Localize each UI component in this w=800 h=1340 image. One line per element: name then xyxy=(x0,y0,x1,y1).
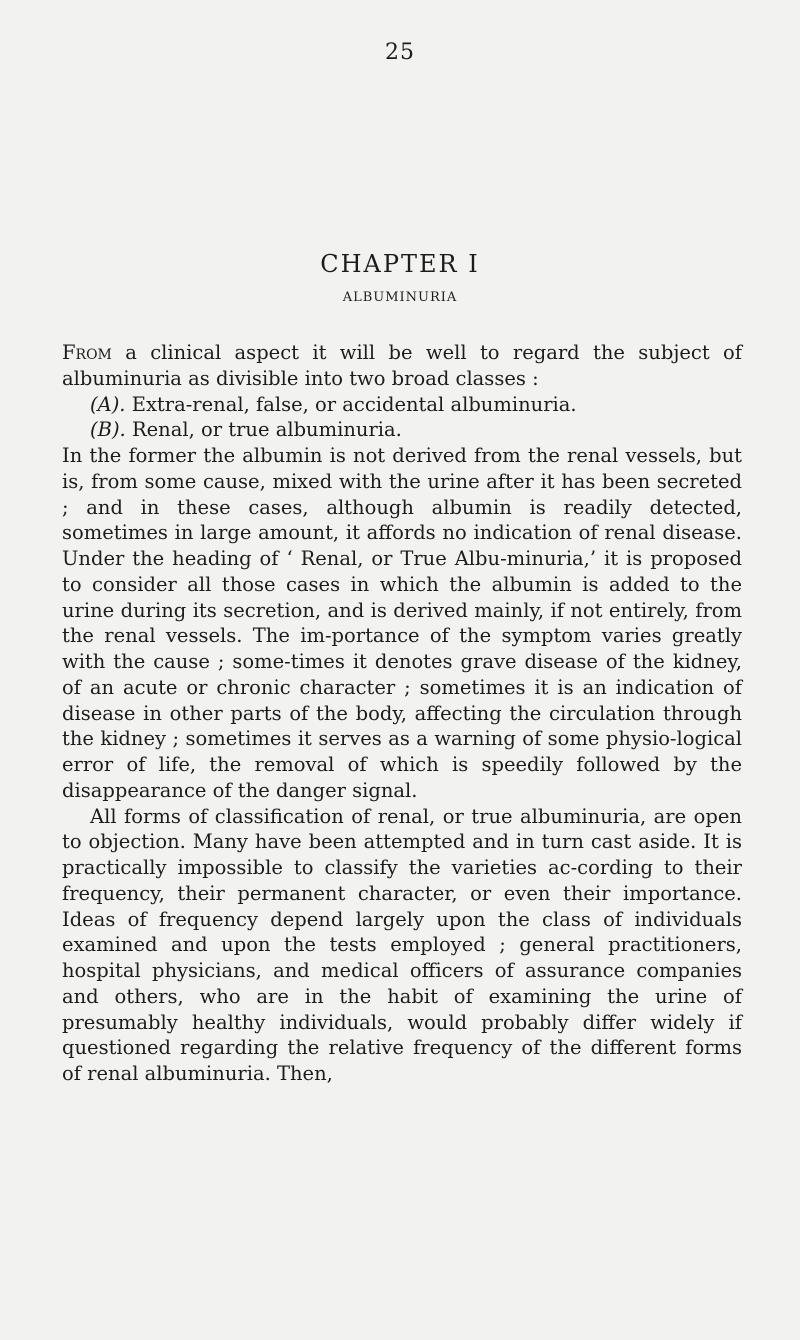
page-number: 25 xyxy=(385,40,415,65)
class-b-item xyxy=(62,417,742,443)
chapter-heading: CHAPTER I xyxy=(320,250,480,278)
class-a-label: (A). xyxy=(90,392,126,416)
chapter-subtitle: ALBUMINURIA xyxy=(342,290,458,305)
class-a-item xyxy=(62,392,742,418)
paragraph-former-latter: In the former the albumin is not derived from the renal vessels, but is, from some cause, mixed with the urine after it has been secreted ; and in these cases, although albumin is readily detected, sometimes in large amount, it affords no indication of renal disease. Under the heading of ‘ Renal, or True Albu-minuria,’ it is proposed to consider all those cases in which the albumin is added to the urine during its secretion, and is derived mainly, if not entirely, from the renal vessels. The im-portance of the symptom varies greatly with the cause ; some-times it denotes grave disease of the kidney, of an acute or chronic character ; sometimes it is an indication of disease in other parts of the body, affecting the circulation through the kidney ; sometimes it serves as a warning of some physio-logical error of life, the removal of which is speedily followed by the disappearance of the danger signal. xyxy=(62,444,742,802)
body-text xyxy=(62,340,742,1087)
opening-paragraph xyxy=(62,340,742,392)
opening-sentence: a clinical aspect it will be well to regard the subject of albuminuria as divisible into two broad classes : xyxy=(62,341,742,390)
class-b-text: Renal, or true albuminuria. xyxy=(131,418,402,442)
class-a-text: Extra-renal, false, or accidental albuminuria. xyxy=(131,392,577,416)
opening-first-word: From xyxy=(62,341,112,364)
class-b-label: (B). xyxy=(90,418,126,442)
paragraph-classification: All forms of classification of renal, or true albuminuria, are open to objection. Many have been attempted and in turn cast aside. It is practically impossible to classify the varieties ac-cording to their frequency, their permanent character, or even their importance. Ideas of frequency depend largely upon the class of individuals examined and upon the tests employed ; general practitioners, hospital physicians, and medical officers of assurance companies and others, who are in the habit of examining the urine of presumably healthy individuals, would probably differ widely if questioned regarding the relative frequency of the different forms of renal albuminuria. Then, xyxy=(62,804,742,1085)
